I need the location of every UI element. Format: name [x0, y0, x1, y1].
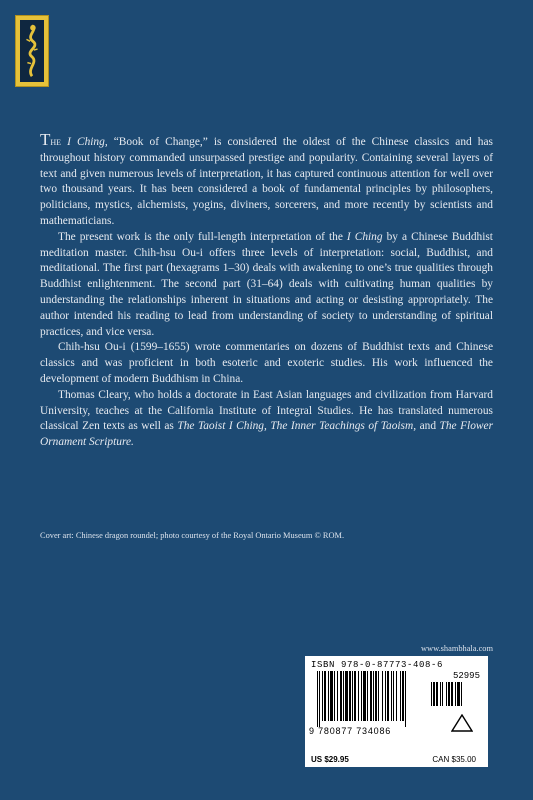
blurb-paragraph-2: [40, 230, 493, 341]
book-title: I Ching,: [67, 136, 108, 148]
isbn-label: ISBN 978-0-87773-408-6: [311, 660, 444, 670]
back-cover-blurb: [40, 132, 493, 451]
can-price: CAN $35.00: [432, 755, 476, 764]
paragraph-text: Chih-hsu Ou-i (1599–1655) wrote commentaries on dozens of Buddhist texts and Chinese classics and was proficient in both esoteric and exoteric studies. His work influenced the development of modern Buddhism in China.: [40, 341, 493, 385]
paragraph-text: Thomas Cleary, who holds a doctorate in East Asian languages and civilization from Harvard University, teaches at the California Institute of Integral Studies. He has translated numerous classical Zen texts as well as: [40, 388, 493, 433]
paragraph-text: “Book of Change,” is considered the oldest of the Chinese classics and has throughout history commanded unsurpassed prestige and popularity. Containing several layers of text and given numerous levels of interpretation, it has captured continuous attention for well over two thousand years. It has been considered a book of fundamental principles by philosophers, politicians, mystics, alchemists, yogins, diviners, sorcerers, and more recently by scientists and mathematicians.: [40, 136, 493, 227]
paragraph-text: and: [416, 420, 440, 433]
us-price: US $29.95: [311, 755, 349, 764]
small-caps-text: he: [50, 136, 62, 148]
paragraph-text: by a Chinese Buddhist meditation master. Chih-hsu Ou-i offers three levels of interpretation: social, Buddhist, and meditational. The first part (hexagrams 1–30) deals with awakening to one’s true qualities through Buddhist enlightenment. The second part (31–64) deals with cultivating human qualities by understanding the relationships inherent in situations and acting or desisting appropriately. The author intended his reading to lead from understanding of society to understanding of spiritual practices, and vice versa.: [40, 230, 493, 338]
drop-cap: T: [40, 130, 51, 149]
barcode-digits: 9 780877 734086: [309, 726, 392, 736]
publisher-url: www.shambhala.com: [420, 644, 493, 653]
blurb-paragraph-3: [40, 340, 493, 387]
book-titles: The Taoist I Ching, The Inner Teachings of Taoism,: [177, 420, 417, 433]
blurb-paragraph-4: [40, 388, 493, 451]
book-title: The Flower Ornament Scripture.: [40, 420, 493, 449]
addon-code: 52995: [452, 671, 480, 681]
book-title: I Ching: [346, 230, 383, 243]
dragon-emblem-icon: [19, 19, 45, 83]
barcode-panel: [305, 656, 488, 753]
warning-triangle-icon: [451, 714, 473, 732]
blurb-paragraph-1: [40, 132, 493, 230]
addon-barcode: [431, 682, 479, 712]
price-strip: [305, 753, 488, 767]
ean-barcode: [317, 671, 429, 727]
paragraph-text: The present work is the only full-length interpretation of the: [58, 230, 347, 243]
cover-art-credit: Cover art: Chinese dragon roundel; photo courtesy of the Royal Ontario Museum © ROM.: [40, 531, 345, 540]
publisher-logo: [15, 15, 49, 87]
